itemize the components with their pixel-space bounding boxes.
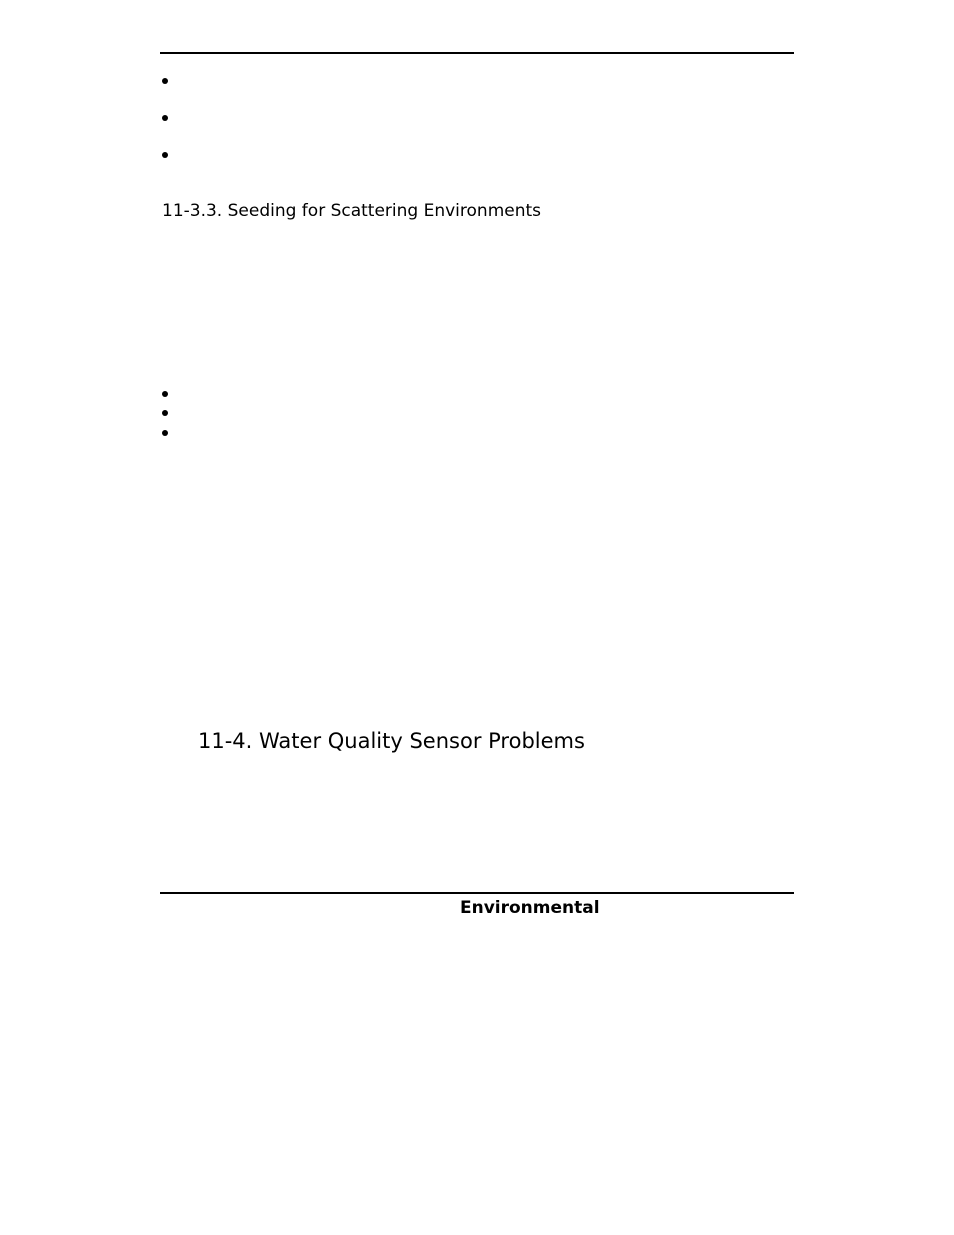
section-heading: 11-3.3. Seeding for Scattering Environments xyxy=(162,201,542,221)
bullet-marker xyxy=(162,391,168,397)
bullet-marker xyxy=(162,78,168,84)
chapter-heading: 11-4. Water Quality Sensor Problems xyxy=(198,729,585,753)
bullet-marker xyxy=(162,430,168,436)
bullet-marker xyxy=(162,152,168,158)
bullet-marker xyxy=(162,115,168,121)
footer-label: Environmental xyxy=(460,898,600,918)
bullet-marker xyxy=(162,410,168,416)
footer-rule xyxy=(160,892,794,894)
header-rule xyxy=(160,52,794,54)
